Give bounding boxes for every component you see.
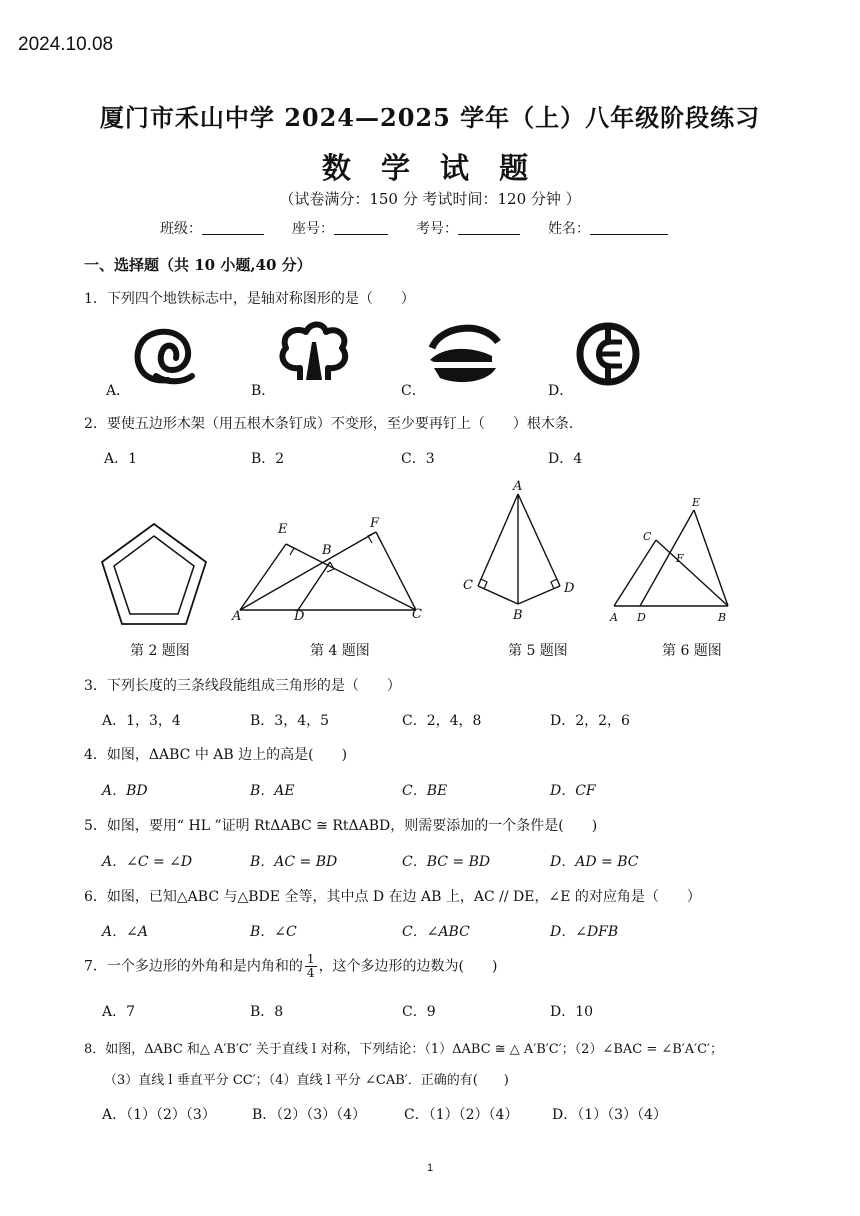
question-6-stem: 6．如图，已知△ABC 与△BDE 全等，其中点 D 在边 AB 上，AC // DE，∠E 的对应角是（ ） — [84, 889, 701, 905]
q8-option-d[interactable]: D．（1）（3）（4） — [552, 1107, 667, 1123]
fig6-label-e: E — [692, 496, 701, 509]
exam-number-field[interactable]: 考号： — [416, 218, 520, 238]
q6-option-b[interactable]: B．∠C — [250, 924, 297, 940]
q7-option-a[interactable]: A．7 — [102, 1004, 136, 1020]
q3-option-d[interactable]: D．2，2，6 — [550, 713, 630, 729]
q8-option-a[interactable]: A．（1）（2）（3） — [102, 1107, 216, 1123]
question-1-stem: 1．下列四个地铁标志中，是轴对称图形的是（ ） — [84, 291, 415, 307]
class-field[interactable]: 班级： — [160, 218, 264, 238]
q3-option-a[interactable]: A．1，3，4 — [102, 713, 181, 729]
page-number: 1 — [426, 1162, 434, 1174]
caption-fig-5: 第 5 题图 — [508, 643, 568, 659]
q1-option-d[interactable]: D． — [548, 383, 574, 399]
question-5-stem: 5．如图，要用“ HL ”证明 RtΔABC ≅ RtΔABD，则需要添加的一个条件是( ) — [84, 818, 598, 834]
q7-option-b[interactable]: B．8 — [250, 1004, 284, 1020]
fig6-label-f: F — [676, 552, 684, 565]
fraction-one-quarter: $\frac{1}{4}$ — [306, 952, 315, 980]
school-title: 厦门市禾山中学 2024—2025 学年（上）八年级阶段练习 — [99, 103, 761, 132]
caption-fig-4: 第 4 题图 — [310, 643, 370, 659]
q4-option-b[interactable]: B．AE — [250, 783, 295, 799]
fig6-label-c: C — [643, 530, 652, 543]
q5-option-a[interactable]: A．∠C = ∠D — [102, 854, 193, 870]
question-4-stem: 4．如图，ΔABC 中 AB 边上的高是( ) — [84, 747, 348, 763]
student-info-fields — [160, 218, 668, 238]
q7-option-c[interactable]: C．9 — [402, 1004, 436, 1020]
subject-title: 数 学 试 题 — [321, 151, 539, 185]
q5-option-c[interactable]: C．BC = BD — [402, 854, 491, 870]
question-8-stem-line2: （3）直线 l 垂直平分 CC′；（4）直线 l 平分 ∠CAB′．正确的有( ) — [104, 1073, 509, 1088]
q8-option-c[interactable]: C．（1）（2）（4） — [404, 1107, 519, 1123]
metro-logo-a-icon — [128, 326, 198, 390]
fig4-label-f: F — [370, 516, 380, 531]
q1-option-a[interactable]: A． — [106, 383, 131, 399]
q4-option-d[interactable]: D．CF — [550, 783, 596, 799]
figure-q5 — [470, 490, 570, 612]
exam-info: （试卷满分：150 分 考试时间：120 分钟 ） — [279, 190, 581, 208]
metro-logo-c-icon — [426, 320, 502, 388]
q4-option-a[interactable]: A．BD — [102, 783, 148, 799]
fig4-label-a: A — [232, 609, 242, 624]
q5-option-b[interactable]: B．AC = BD — [250, 854, 338, 870]
name-field[interactable]: 姓名： — [548, 218, 668, 238]
fig6-label-d: D — [637, 611, 646, 624]
fig4-label-d: D — [294, 609, 305, 624]
q3-option-b[interactable]: B．3，4，5 — [250, 713, 330, 729]
q8-option-b[interactable]: B．（2）（3）（4） — [252, 1107, 367, 1123]
fig6-label-a: A — [610, 611, 618, 624]
caption-fig-6: 第 6 题图 — [662, 643, 722, 659]
q4-option-c[interactable]: C．BE — [402, 783, 448, 799]
q2-option-a[interactable]: A．1 — [104, 451, 138, 467]
fig4-label-c: C — [412, 607, 422, 622]
figure-q4 — [230, 514, 430, 624]
question-3-stem: 3．下列长度的三条线段能组成三角形的是（ ） — [84, 678, 401, 694]
question-8-stem: 8．如图，ΔABC 和△ A′B′C′ 关于直线 l 对称，下列结论：（1）ΔABC ≅ △ A′B′C′；（2）∠BAC = ∠B′A′C′； — [84, 1042, 724, 1057]
q1-option-c[interactable]: C． — [401, 383, 426, 399]
metro-logo-d-icon — [572, 320, 644, 388]
question-7-stem: 7．一个多边形的外角和是内角和的 $\frac{1}{4}$ ，这个多边形的边数为( ) — [84, 952, 498, 980]
fig4-label-e: E — [278, 522, 288, 537]
figure-q6 — [606, 500, 736, 612]
fig6-label-b: B — [718, 611, 727, 624]
question-2-stem: 2．要使五边形木架（用五根木条钉成）不变形，至少要再钉上（ ）根木条． — [84, 416, 583, 432]
date-stamp: 2024.10.08 — [18, 34, 114, 55]
pentagon-frame-figure — [98, 520, 210, 628]
q3-option-c[interactable]: C．2，4，8 — [402, 713, 482, 729]
seat-field[interactable]: 座号： — [292, 218, 388, 238]
fig4-label-b: B — [322, 543, 332, 558]
fig5-label-b: B — [513, 608, 523, 623]
metro-logo-b-icon — [276, 320, 352, 388]
q2-option-b[interactable]: B．2 — [251, 451, 285, 467]
section-heading: 一、选择题（共 10 小题,40 分） — [84, 256, 312, 274]
q6-option-a[interactable]: A．∠A — [102, 924, 148, 940]
fig5-label-c: C — [463, 578, 473, 593]
q6-option-d[interactable]: D．∠DFB — [550, 924, 619, 940]
q1-option-b[interactable]: B． — [251, 383, 276, 399]
q5-option-d[interactable]: D．AD = BC — [550, 854, 639, 870]
fig5-label-d: D — [564, 581, 575, 596]
q7-option-d[interactable]: D．10 — [550, 1004, 594, 1020]
q2-option-c[interactable]: C．3 — [401, 451, 435, 467]
fig5-label-a: A — [513, 479, 523, 494]
caption-fig-2: 第 2 题图 — [130, 643, 190, 659]
q2-option-d[interactable]: D．4 — [548, 451, 583, 467]
q6-option-c[interactable]: C．∠ABC — [402, 924, 470, 940]
